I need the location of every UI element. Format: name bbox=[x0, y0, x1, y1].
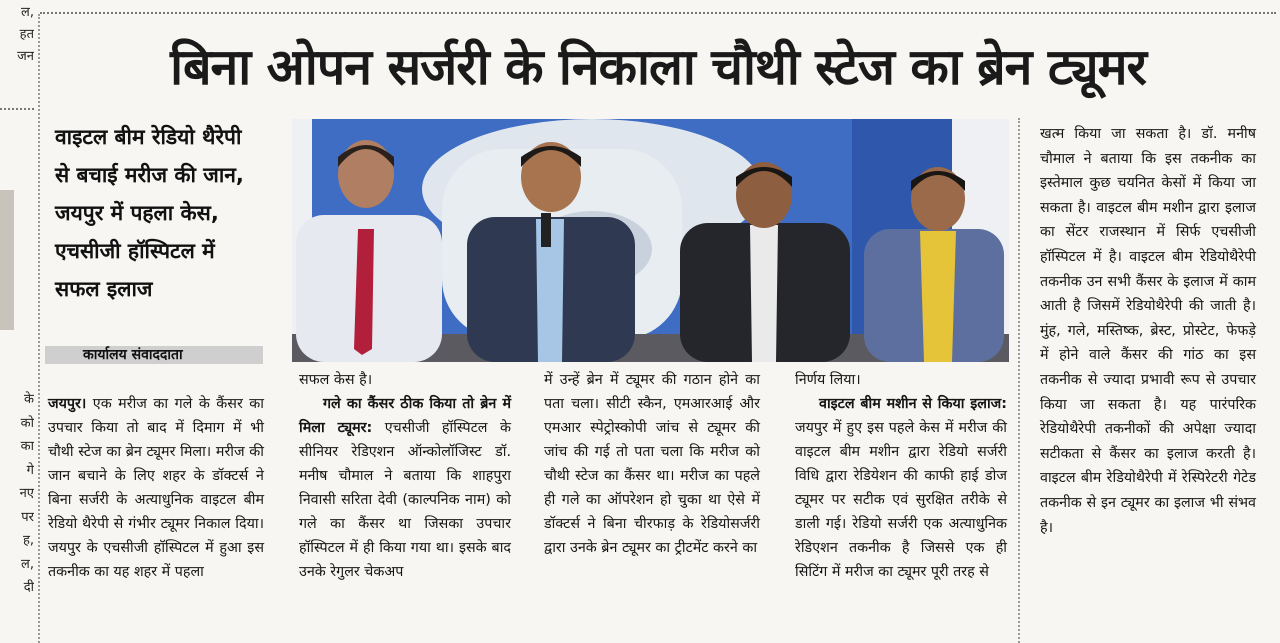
fragment-line: गे bbox=[26, 462, 34, 478]
col4-paragraph bbox=[795, 392, 1007, 584]
fragment-line: ह, bbox=[22, 533, 34, 548]
body-column-1 bbox=[48, 392, 264, 584]
left-fragment-rule bbox=[0, 108, 34, 110]
column-divider bbox=[1018, 118, 1020, 643]
fragment-line: ल, bbox=[21, 5, 34, 20]
headline: बिना ओपन सर्जरी के निकाला चौथी स्टेज का ब्रेन ट्यूमर bbox=[170, 38, 1146, 96]
adjacent-article-fragment bbox=[0, 2, 34, 68]
byline: कार्यालय संवाददाता bbox=[45, 346, 263, 364]
col4-continuation: निर्णय लिया। bbox=[795, 372, 861, 388]
col2-text: एचसीजी हॉस्पिटल के सीनियर रेडिएशन ऑन्कोलॉजिस्ट डॉ. मनीष चौमाल ने बताया कि शाहपुरा निवासी सरिता देवी (काल्पनिक नाम) को गले का कैंसर था जिसका उपचार हॉस्पिटल में ही किया गया था। इसके बाद उनके रेगुलर चेकअप bbox=[299, 420, 511, 580]
col5-text: खत्म किया जा सकता है। डॉ. मनीष चौमाल ने बताया कि इस तकनीक का इस्तेमाल कुछ चयनित केसों में किया जा सकता है। वाइटल बीम मशीन द्वारा इलाज का सेंटर राजस्थान में सिर्फ एचसीजी हॉस्पिटल में है। वाइटल बीम रेडियोथैरेपी तकनीक उन सभी कैंसर के इलाज में काम आती है जिसमें रेडियोथैरेपी की जाती है। मुंह, गले, मस्तिष्क, ब्रेस्ट, प्रोस्टेट, फेफड़े में होने वाले कैंसर की गांठ का इस तकनीक से ज्यादा प्रभावी रूप से उपचार किया जा सकता है। यह पारंपरिक रेडियोथैरेपी तकनीकों की अपेक्षा ज्यादा सटीकता से कैंसर का इलाज करती है। वाइटल बीम रेडियोथैरेपी में रेस्पिरेटरी गेटेड तकनीक से इन ट्यूमर का इलाज भी संभव है। bbox=[1040, 126, 1256, 536]
fragment-line: का bbox=[20, 439, 34, 454]
fragment-line: नए bbox=[19, 486, 34, 501]
fragment-line: हत bbox=[19, 27, 34, 42]
fragment-line: को bbox=[20, 415, 34, 431]
col1-text: एक मरीज का गले के कैंसर का उपचार किया तो बाद में दिमाग में भी चौथी स्टेज का ब्रेन ट्यूमर मिला। मरीज की जान बचाने के लिए शहर के डॉक्टर्स ने बिना सर्जरी के अत्याधुनिक वाइटल बीम रेडियो थैरेपी से गंभीर ट्यूमर निकाल दिया। जयपुर के एचसीजी हॉस्पिटल में हुआ इस तकनीक का यह शहर में पहला bbox=[48, 396, 264, 580]
fragment-line: दी bbox=[23, 580, 34, 595]
adjacent-article-fragment-lower bbox=[0, 388, 34, 600]
top-dotted-rule bbox=[40, 12, 1276, 14]
subheadline: वाइटल बीम रेडियो थैरेपी से बचाई मरीज की जान, जयपुर में पहला केस, एचसीजी हॉस्पिटल में सफल इलाज bbox=[55, 125, 244, 301]
col2-subheading: गले का कैंसर ठीक किया तो ब्रेन में मिला ट्यूमर: bbox=[299, 396, 511, 436]
fragment-line: ल, bbox=[21, 556, 34, 572]
fragment-line: जन bbox=[17, 49, 34, 64]
body-column-2 bbox=[299, 368, 511, 584]
left-fragment-block bbox=[0, 190, 14, 330]
fragment-line: के bbox=[24, 392, 34, 407]
col2-continuation: सफल केस है। bbox=[299, 372, 373, 388]
body-column-3 bbox=[544, 368, 760, 560]
col4-text: जयपुर में हुए इस पहले केस में मरीज की वाइटल बीम मशीन द्वारा रेडियो सर्जरी विधि द्वारा रेडियेशन की काफी हाई डोज ट्यूमर पर सटीक एवं सुरक्षित तरीके से डाली गई। रेडियो सर्जरी एक अत्याधुनिक रेडिएशन तकनीक है जिससे एक ही सिटिंग में मरीज का ट्यूमर पूरी तरह से bbox=[795, 420, 1007, 580]
col3-text: में उन्हें ब्रेन में ट्यूमर की गठान होने का पता चला। सीटी स्कैन, एमआरआई और एमआर स्पेट्रोस्कोपी जांच से ट्यूमर की जांच की गई तो पता चला कि मरीज को चौथी स्टेज का कैंसर था। मरीज का पहले ही गले का ऑपरेशन हो चुका था ऐसे में डॉक्टर्स ने बिना चीरफाड़ के रेडियोसर्जरी द्वारा उनके ब्रेन ट्यूमर का ट्रीटमेंट करने का bbox=[544, 372, 760, 556]
body-column-4 bbox=[795, 368, 1007, 584]
col1-paragraph bbox=[48, 392, 264, 584]
fragment-line: पर bbox=[21, 509, 34, 525]
press-conference-photo bbox=[292, 119, 1009, 362]
col4-subheading: वाइटल बीम मशीन से किया इलाज: bbox=[819, 396, 1007, 412]
col2-paragraph bbox=[299, 392, 511, 584]
body-column-5 bbox=[1040, 122, 1256, 540]
col1-dateline: जयपुर। bbox=[48, 396, 87, 412]
